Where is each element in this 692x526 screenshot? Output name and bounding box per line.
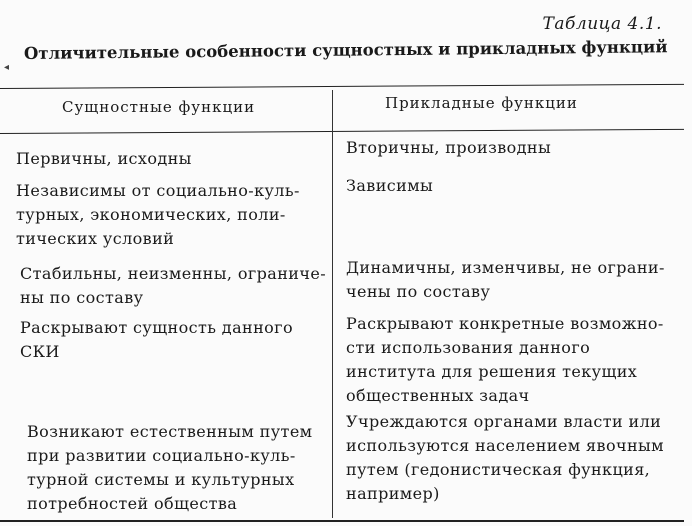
table-bottom-rule [0, 520, 684, 522]
row-4-applied: Раскрывают конкретные возможно- сти использования данного института для решения текущих общественных задач [346, 314, 664, 405]
row-2-essential: Независимы от социально-куль- турных, экономических, поли- тических условий [16, 181, 300, 248]
row-5-essential: Возникают естественным путем при развитии социально-куль- турной системы и культурных потребностей общества [27, 422, 313, 513]
row-3-applied: Динамичны, изменчивы, не ограни- чены по составу [346, 258, 665, 301]
table-caption: Таблица 4.1. [542, 14, 662, 34]
table-top-rule [0, 84, 684, 89]
row-4-essential: Раскрывают сущность данного СКИ [20, 318, 293, 361]
row-3-essential: Стабильны, неизменны, ограниче- ны по составу [20, 264, 327, 307]
column-divider [332, 90, 333, 518]
header-separator-rule [0, 129, 684, 134]
row-2-applied: Зависимы [346, 176, 434, 195]
table-title: Отличительные особенности сущностных и прикладных функций [23, 37, 668, 63]
margin-mark: ◂ [4, 62, 10, 73]
row-5-applied: Учреждаются органами власти или используются населением явочным путем (гедонистическая функция, например) [346, 412, 665, 503]
row-1-essential: Первичны, исходны [16, 149, 192, 168]
row-1-applied: Вторичны, производны [346, 138, 552, 157]
header-essential-functions: Сущностные функции [62, 98, 256, 116]
header-applied-functions: Прикладные функции [385, 94, 578, 112]
